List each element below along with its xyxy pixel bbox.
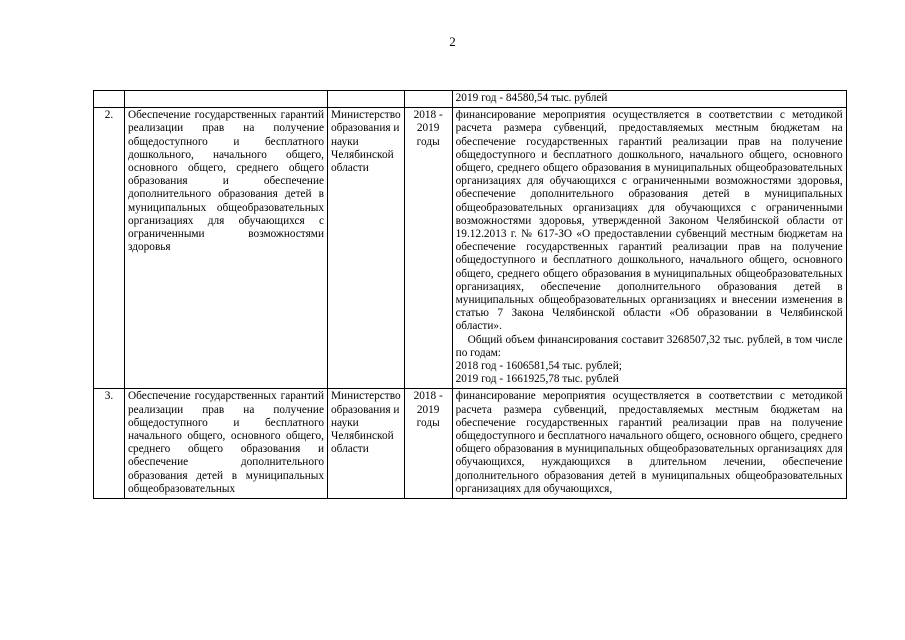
total-funding: Общий объем финансирования составит 3268507,32 тыс. рублей, в том числе по годам: <box>455 333 843 359</box>
row-number: 3. <box>94 389 125 499</box>
years: 2018 - 2019 годы <box>404 108 452 389</box>
table-row <box>94 389 847 499</box>
years: 2018 - 2019 годы <box>404 389 452 499</box>
cell-description <box>452 91 846 108</box>
year-funding-line: 2018 год - 1606581,54 тыс. рублей; <box>455 360 622 373</box>
page-number: 2 <box>449 34 456 49</box>
measure-name: Обеспечение государственных гарантий реализации прав на получение общедоступного и бесплатного начального общего, основного общего, среднего общего образования и обеспечение дополнительного образования детей в муниципальных общеобразовательных <box>125 389 328 499</box>
cell-name <box>125 91 328 108</box>
cell-years <box>404 91 452 108</box>
description-cell <box>452 108 846 389</box>
table-row <box>94 108 847 389</box>
executor: Министерство образования и науки Челябинской области <box>328 108 405 389</box>
description-text: финансирование мероприятия осуществляется в соответствии с методикой расчета размера субвенций, предоставляемых местным бюджетам на обеспечение государственных гарантий реализации прав на получение общедоступного и бесплатного дошкольного, начального общего, основного общего, среднего общего образования в муниципальных общеобразовательных организациях для обучающихся с ограниченными возможностями здоровья, обеспечение дополнительного образования детей в муниципальных общеобразовательных организациях для обучающихся с ограниченными возможностями здоровья, утвержденной Законом Челябинской области от 19.12.2013 г. № 617-ЗО «О предоставлении субвенций местным бюджетам на обеспечение государственных гарантий реализации прав на получение общедоступного и бесплатного дошкольного, начального общего, основного общего, среднего общего образования в муниципальных общеобразовательных организациях, обеспечение дополнительного образования детей в муниципальных общеобразовательных организациях и внесении изменения в статью 7 Закона Челябинской области «Об образовании в Челябинской области». <box>455 109 843 333</box>
table-row-continuation <box>94 91 847 108</box>
program-table <box>93 90 847 499</box>
description-cell <box>452 389 846 499</box>
row-number: 2. <box>94 108 125 389</box>
measure-name: Обеспечение государственных гарантий реализации прав на получение общедоступного и бесплатного дошкольного, начального общего, основного общего, среднего общего образования и обеспечение дополнительного образования детей в муниципальных общеобразовательных организациях для обучающихся с ограниченными возможностями здоровья <box>125 108 328 389</box>
year-funding-line: 2019 год - 1661925,78 тыс. рублей <box>455 373 619 386</box>
funding-line: 2019 год - 84580,54 тыс. рублей <box>455 92 608 104</box>
cell-num <box>94 91 125 108</box>
description-text: финансирование мероприятия осуществляется в соответствии с методикой расчета размера субвенций, предоставляемых местным бюджетам на обеспечение государственных гарантий реализации прав на получение общедоступного и бесплатного начального общего, основного общего, среднего общего образования в муниципальных общеобразовательных организациях для обучающихся, нуждающихся в длительном лечении, обеспечение дополнительного образования детей в муниципальных общеобразовательных организациях для обучающихся, <box>455 390 843 495</box>
executor: Министерство образования и науки Челябинской области <box>328 389 405 499</box>
cell-executor <box>328 91 405 108</box>
